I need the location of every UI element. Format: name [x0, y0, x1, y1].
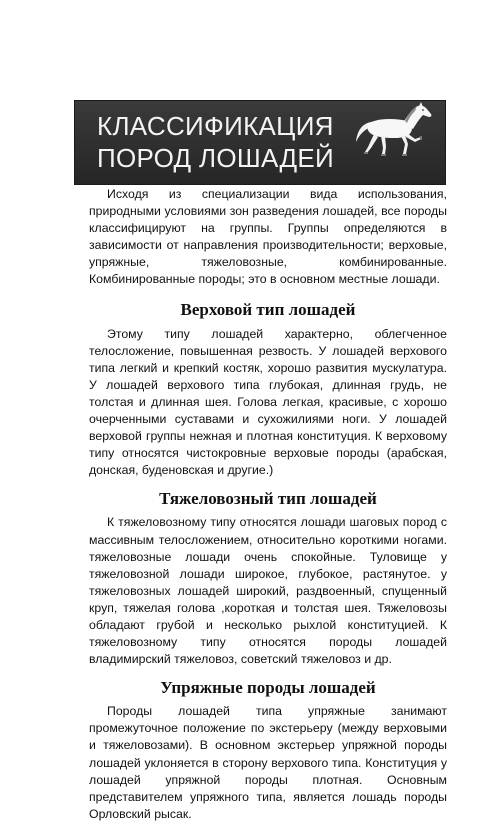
section-text-harness: Породы лошадей типа упряжные занимают промежуточное положение по экстерьеру (между верховыми и тяжеловозами). В основном экстерьер упряжной породы лошадей уклоняется в сторону верхового типа. Конституция у лошадей упряжной породы плотная. Основным представителем упряжного типа, является лошадь породы Орловский рысак. — [89, 704, 447, 821]
chapter-title-line-2: ПОРОД ЛОШАДЕЙ — [97, 143, 335, 173]
section-text-draft: К тяжеловозному типу относятся лошади шаговых пород с массивным телосложением, относительно короткими ногами. тяжеловозные лошади очень спокойные. Туловище у тяжеловозной лошади широкое, глубокое, растянутое. у тяжеловозных лошадей широкий, раздвоенный, спущенный круп, тяжелая голова ,короткая и толстая шея. Тяжеловозы обладают грубой и несколько рыхлой конституцией. К тяжеловозному типу относятся породы лошадей владимирский тяжеловоз, советский тяжеловоз и др. — [89, 515, 447, 667]
chapter-title — [97, 110, 334, 174]
intro-paragraph: Исходя из специализации вида использования, природными условиями зон разведения лошадей, все породы классифицируют на группы. Группы определяются в зависимости от направления производительности; верховые, упряжные, тяжеловозные, комбинированные. Комбинированные породы; это в основном местные лошади. — [89, 187, 447, 287]
horse-icon — [343, 102, 439, 172]
section-heading-riding: Верховой тип лошадей — [180, 299, 356, 319]
section-heading-harness: Упряжные породы лошадей — [160, 678, 376, 698]
article-body — [89, 186, 447, 823]
chapter-banner — [75, 101, 445, 184]
chapter-title-line-1: КЛАССИФИКАЦИЯ — [97, 111, 334, 141]
section-heading-draft: Тяжеловозный тип лошадей — [159, 489, 377, 509]
section-text-riding: Этому типу лошадей характерно, облегченное телосложение, повышенная резвость. У лошадей верхового типа легкий и крепкий костяк, хорошо развития мускулатура. У лошадей верхового типа глубокая, длинная грудь, не толстая и длинная шея. Голова легкая, красивые, с хорошо очерченными суставами и сухожилиями ноги. У лошадей верховой группы нежная и плотная конституция. К верховому типу относятся чистокровные верховые породы (арабская, донская, буденовская и другие.) — [89, 326, 447, 478]
